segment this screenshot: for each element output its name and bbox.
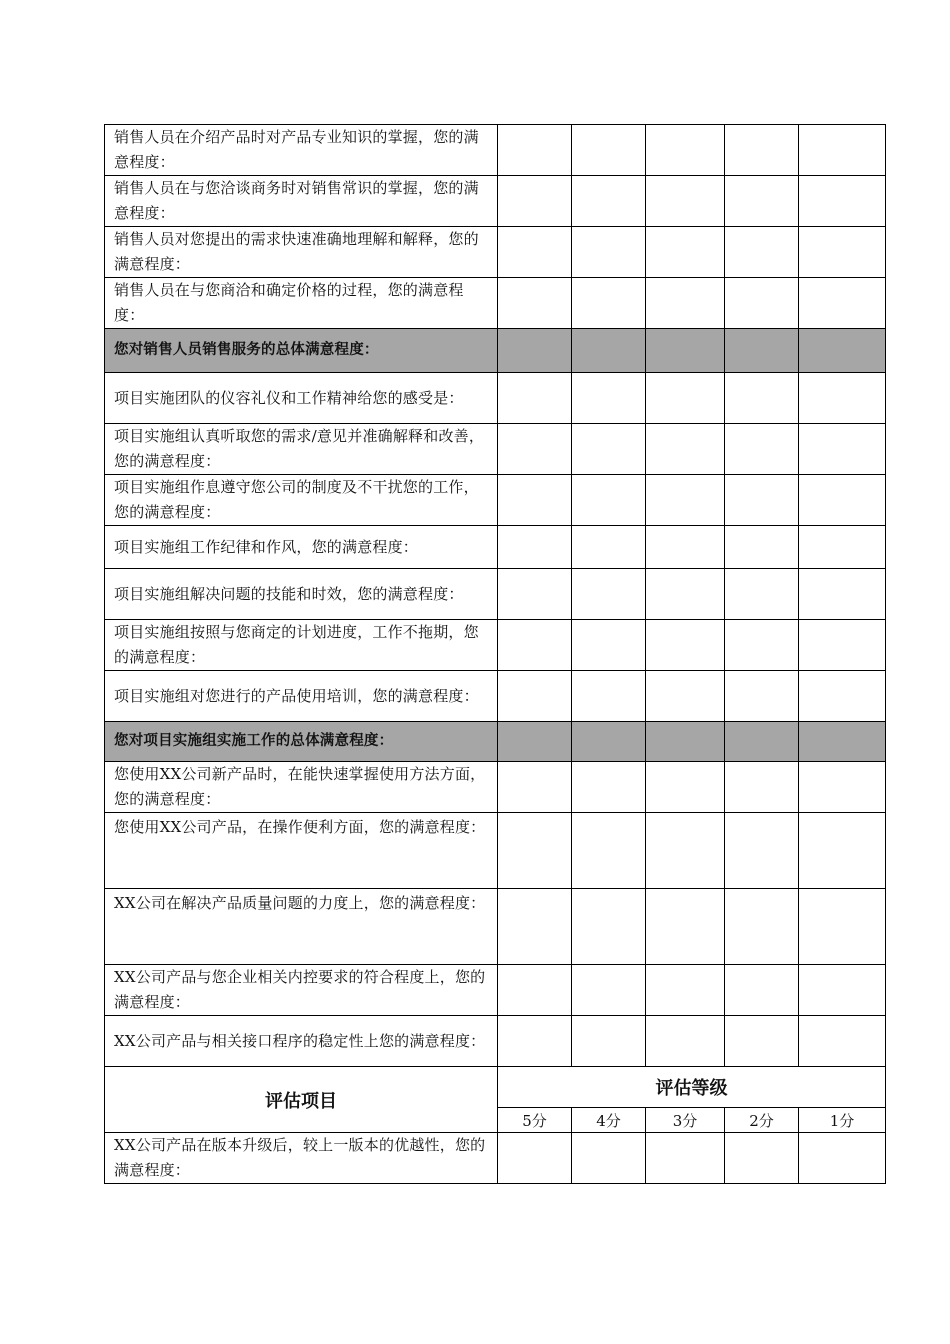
question-row	[105, 278, 886, 329]
question-text: 您使用XX公司产品，在操作便利方面，您的满意程度：	[105, 813, 498, 889]
question-row	[105, 475, 886, 526]
question-row	[105, 176, 886, 227]
score-cell-5[interactable]	[498, 813, 572, 889]
score-cell-2[interactable]	[725, 722, 799, 762]
question-text: 销售人员在与您洽谈商务时对销售常识的掌握，您的满意程度：	[105, 176, 498, 227]
score-cell-2[interactable]	[725, 762, 799, 813]
score-cell-5[interactable]	[498, 1016, 572, 1067]
score-cell-4[interactable]	[572, 125, 646, 176]
score-cell-4[interactable]	[572, 671, 646, 722]
question-row	[105, 526, 886, 569]
score-cell-3[interactable]	[646, 762, 725, 813]
score-header-4: 4分	[572, 1108, 646, 1133]
question-row	[105, 373, 886, 424]
score-cell-5[interactable]	[498, 227, 572, 278]
score-cell-2[interactable]	[725, 1016, 799, 1067]
score-cell-4[interactable]	[572, 813, 646, 889]
score-cell-4[interactable]	[572, 424, 646, 475]
score-header-2: 2分	[725, 1108, 799, 1133]
score-cell-5[interactable]	[498, 526, 572, 569]
score-cell-4[interactable]	[572, 620, 646, 671]
score-cell-1[interactable]	[799, 889, 886, 965]
score-cell-5[interactable]	[498, 722, 572, 762]
score-header-3: 3分	[646, 1108, 725, 1133]
score-cell-4[interactable]	[572, 278, 646, 329]
score-cell-3[interactable]	[646, 373, 725, 424]
question-row	[105, 813, 886, 889]
score-cell-3[interactable]	[646, 227, 725, 278]
score-cell-4[interactable]	[572, 889, 646, 965]
score-cell-3[interactable]	[646, 1133, 725, 1184]
score-cell-5[interactable]	[498, 671, 572, 722]
score-cell-4[interactable]	[572, 569, 646, 620]
score-cell-2[interactable]	[725, 125, 799, 176]
score-cell-5[interactable]	[498, 475, 572, 526]
score-cell-1[interactable]	[799, 125, 886, 176]
score-cell-2[interactable]	[725, 424, 799, 475]
score-header-1: 1分	[799, 1108, 886, 1133]
summary-row	[105, 329, 886, 373]
score-cell-5[interactable]	[498, 1133, 572, 1184]
score-cell-3[interactable]	[646, 125, 725, 176]
question-text: 项目实施组认真听取您的需求/意见并准确解释和改善，您的满意程度：	[105, 424, 498, 475]
score-cell-2[interactable]	[725, 373, 799, 424]
score-cell-4[interactable]	[572, 475, 646, 526]
question-row	[105, 965, 886, 1016]
question-text: 项目实施组按照与您商定的计划进度，工作不拖期，您的满意程度：	[105, 620, 498, 671]
question-row	[105, 620, 886, 671]
question-text: XX公司产品与您企业相关内控要求的符合程度上，您的满意程度：	[105, 965, 498, 1016]
score-header-5: 5分	[498, 1108, 572, 1133]
question-text: 销售人员在与您商洽和确定价格的过程，您的满意程度：	[105, 278, 498, 329]
score-cell-3[interactable]	[646, 176, 725, 227]
score-cell-3[interactable]	[646, 329, 725, 373]
score-cell-3[interactable]	[646, 620, 725, 671]
question-text: 项目实施组作息遵守您公司的制度及不干扰您的工作，您的满意程度：	[105, 475, 498, 526]
header-row-top	[105, 1067, 886, 1108]
score-cell-5[interactable]	[498, 569, 572, 620]
score-cell-5[interactable]	[498, 329, 572, 373]
score-cell-4[interactable]	[572, 176, 646, 227]
score-cell-2[interactable]	[725, 965, 799, 1016]
question-row	[105, 1133, 886, 1184]
score-cell-1[interactable]	[799, 1133, 886, 1184]
score-cell-2[interactable]	[725, 278, 799, 329]
score-cell-5[interactable]	[498, 965, 572, 1016]
score-cell-4[interactable]	[572, 762, 646, 813]
summary-text: 您对项目实施组实施工作的总体满意程度：	[105, 722, 498, 762]
score-cell-3[interactable]	[646, 965, 725, 1016]
score-cell-2[interactable]	[725, 813, 799, 889]
score-cell-2[interactable]	[725, 620, 799, 671]
score-cell-2[interactable]	[725, 176, 799, 227]
score-cell-4[interactable]	[572, 329, 646, 373]
score-cell-3[interactable]	[646, 278, 725, 329]
question-text: 项目实施团队的仪容礼仪和工作精神给您的感受是：	[105, 373, 498, 424]
question-text: 销售人员在介绍产品时对产品专业知识的掌握，您的满意程度：	[105, 125, 498, 176]
score-cell-5[interactable]	[498, 373, 572, 424]
score-cell-2[interactable]	[725, 671, 799, 722]
score-cell-1[interactable]	[799, 278, 886, 329]
question-row	[105, 1016, 886, 1067]
score-cell-1[interactable]	[799, 965, 886, 1016]
question-text: XX公司产品与相关接口程序的稳定性上您的满意程度：	[105, 1016, 498, 1067]
evaluation-item-header: 评估项目	[105, 1067, 498, 1133]
score-cell-1[interactable]	[799, 671, 886, 722]
question-text: XX公司产品在版本升级后，较上一版本的优越性，您的满意程度：	[105, 1133, 498, 1184]
score-cell-4[interactable]	[572, 1016, 646, 1067]
score-cell-2[interactable]	[725, 569, 799, 620]
score-cell-2[interactable]	[725, 475, 799, 526]
question-row	[105, 762, 886, 813]
question-row	[105, 671, 886, 722]
score-cell-3[interactable]	[646, 526, 725, 569]
score-cell-5[interactable]	[498, 762, 572, 813]
question-text: 项目实施组对您进行的产品使用培训，您的满意程度：	[105, 671, 498, 722]
question-text: 您使用XX公司新产品时，在能快速掌握使用方法方面，您的满意程度：	[105, 762, 498, 813]
score-cell-4[interactable]	[572, 227, 646, 278]
question-text: 项目实施组工作纪律和作风，您的满意程度：	[105, 526, 498, 569]
question-row	[105, 125, 886, 176]
score-cell-1[interactable]	[799, 475, 886, 526]
score-cell-2[interactable]	[725, 1133, 799, 1184]
score-cell-1[interactable]	[799, 1016, 886, 1067]
question-row	[105, 889, 886, 965]
score-cell-5[interactable]	[498, 424, 572, 475]
score-cell-3[interactable]	[646, 889, 725, 965]
score-cell-1[interactable]	[799, 424, 886, 475]
score-cell-3[interactable]	[646, 813, 725, 889]
score-cell-1[interactable]	[799, 722, 886, 762]
score-cell-3[interactable]	[646, 475, 725, 526]
question-text: 销售人员对您提出的需求快速准确地理解和解释，您的满意程度：	[105, 227, 498, 278]
score-cell-3[interactable]	[646, 671, 725, 722]
score-cell-3[interactable]	[646, 569, 725, 620]
question-row	[105, 424, 886, 475]
score-cell-2[interactable]	[725, 227, 799, 278]
score-cell-5[interactable]	[498, 176, 572, 227]
score-cell-4[interactable]	[572, 1133, 646, 1184]
score-cell-4[interactable]	[572, 722, 646, 762]
score-cell-5[interactable]	[498, 125, 572, 176]
score-cell-3[interactable]	[646, 424, 725, 475]
score-cell-3[interactable]	[646, 722, 725, 762]
question-text: 项目实施组解决问题的技能和时效，您的满意程度：	[105, 569, 498, 620]
evaluation-grade-header: 评估等级	[498, 1067, 886, 1108]
score-cell-4[interactable]	[572, 526, 646, 569]
summary-row	[105, 722, 886, 762]
score-cell-2[interactable]	[725, 329, 799, 373]
score-cell-1[interactable]	[799, 373, 886, 424]
score-cell-4[interactable]	[572, 965, 646, 1016]
score-cell-1[interactable]	[799, 329, 886, 373]
score-cell-5[interactable]	[498, 278, 572, 329]
question-text: XX公司在解决产品质量问题的力度上，您的满意程度：	[105, 889, 498, 965]
score-cell-5[interactable]	[498, 620, 572, 671]
score-cell-1[interactable]	[799, 762, 886, 813]
score-cell-1[interactable]	[799, 526, 886, 569]
score-cell-2[interactable]	[725, 526, 799, 569]
score-cell-1[interactable]	[799, 813, 886, 889]
score-cell-1[interactable]	[799, 620, 886, 671]
satisfaction-survey-table	[104, 124, 886, 1184]
score-cell-5[interactable]	[498, 889, 572, 965]
question-row	[105, 569, 886, 620]
score-cell-1[interactable]	[799, 569, 886, 620]
summary-text: 您对销售人员销售服务的总体满意程度：	[105, 329, 498, 373]
score-cell-4[interactable]	[572, 373, 646, 424]
score-cell-2[interactable]	[725, 889, 799, 965]
question-row	[105, 227, 886, 278]
score-cell-1[interactable]	[799, 227, 886, 278]
score-cell-3[interactable]	[646, 1016, 725, 1067]
score-cell-1[interactable]	[799, 176, 886, 227]
